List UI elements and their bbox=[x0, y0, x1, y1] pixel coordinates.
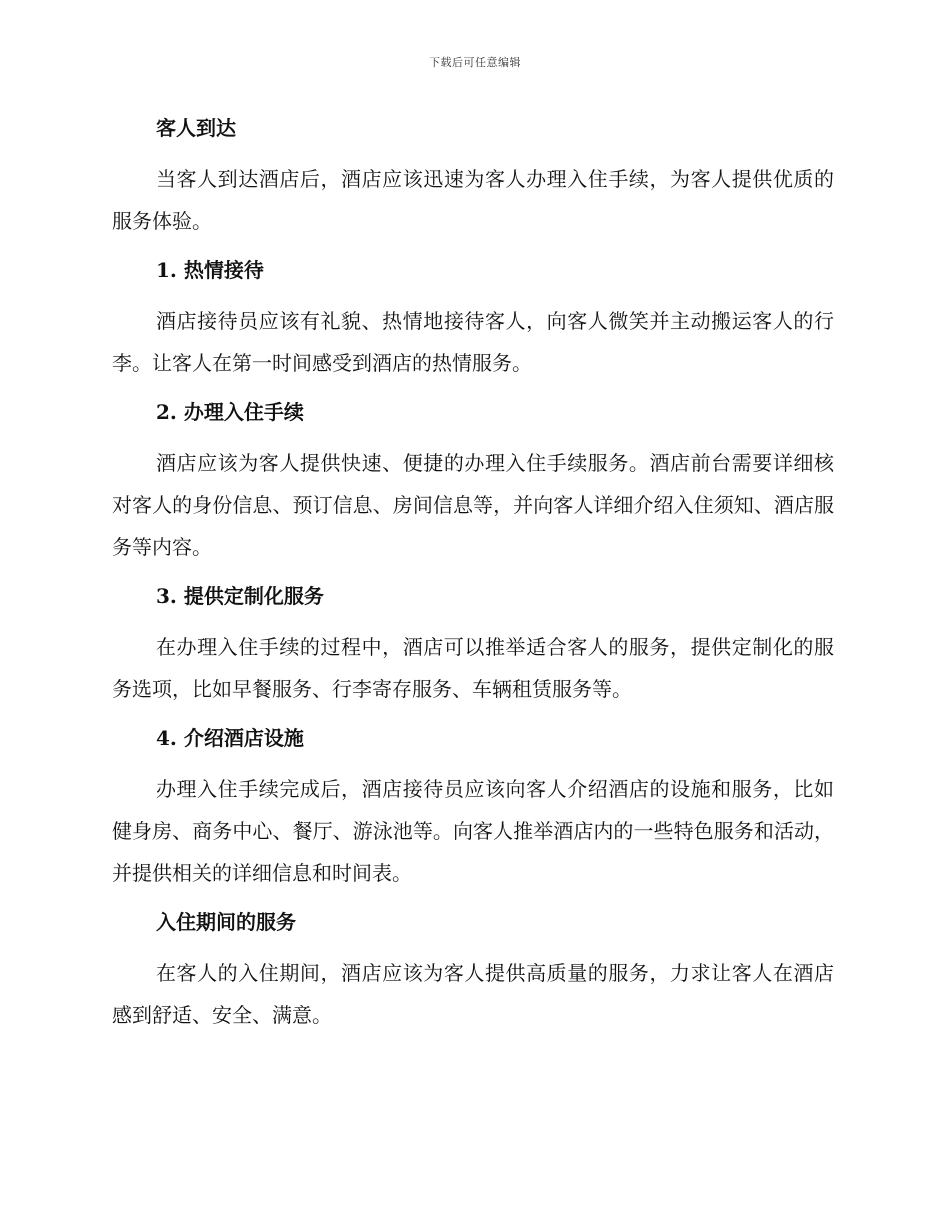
section-heading-custom-service: 3. 提供定制化服务 bbox=[156, 584, 324, 608]
paragraph-warm-reception: 酒店接待员应该有礼貌、热情地接待客人，向客人微笑并主动搬运客人的行李。让客人在第一时间感受到酒店的热情服务。 bbox=[112, 309, 834, 375]
paragraph-custom-service: 在办理入住手续的过程中，酒店可以推举适合客人的服务，提供定制化的服务选项，比如早餐服务、行李寄存服务、车辆租赁服务等。 bbox=[112, 635, 834, 701]
paragraph-facilities: 办理入住手续完成后，酒店接待员应该向客人介绍酒店的设施和服务，比如健身房、商务中心、餐厅、游泳池等。向客人推举酒店内的一些特色服务和活动，并提供相关的详细信息和时间表。 bbox=[112, 777, 834, 885]
document-body bbox=[112, 108, 834, 1044]
page-header: 下载后可任意编辑 bbox=[429, 56, 521, 69]
paragraph-stay-service: 在客人的入住期间，酒店应该为客人提供高质量的服务，力求让客人在酒店感到舒适、安全、满意。 bbox=[112, 961, 834, 1027]
section-heading-stay-service: 入住期间的服务 bbox=[156, 910, 296, 934]
paragraph-arrival: 当客人到达酒店后，酒店应该迅速为客人办理入住手续，为客人提供优质的服务体验。 bbox=[112, 167, 834, 233]
section-heading-check-in: 2. 办理入住手续 bbox=[156, 400, 304, 424]
section-heading-arrival: 客人到达 bbox=[156, 116, 236, 140]
section-heading-warm-reception: 1. 热情接待 bbox=[156, 258, 264, 282]
paragraph-check-in: 酒店应该为客人提供快速、便捷的办理入住手续服务。酒店前台需要详细核对客人的身份信息、预订信息、房间信息等，并向客人详细介绍入住须知、酒店服务等内容。 bbox=[112, 451, 834, 559]
section-heading-facilities: 4. 介绍酒店设施 bbox=[156, 726, 304, 750]
